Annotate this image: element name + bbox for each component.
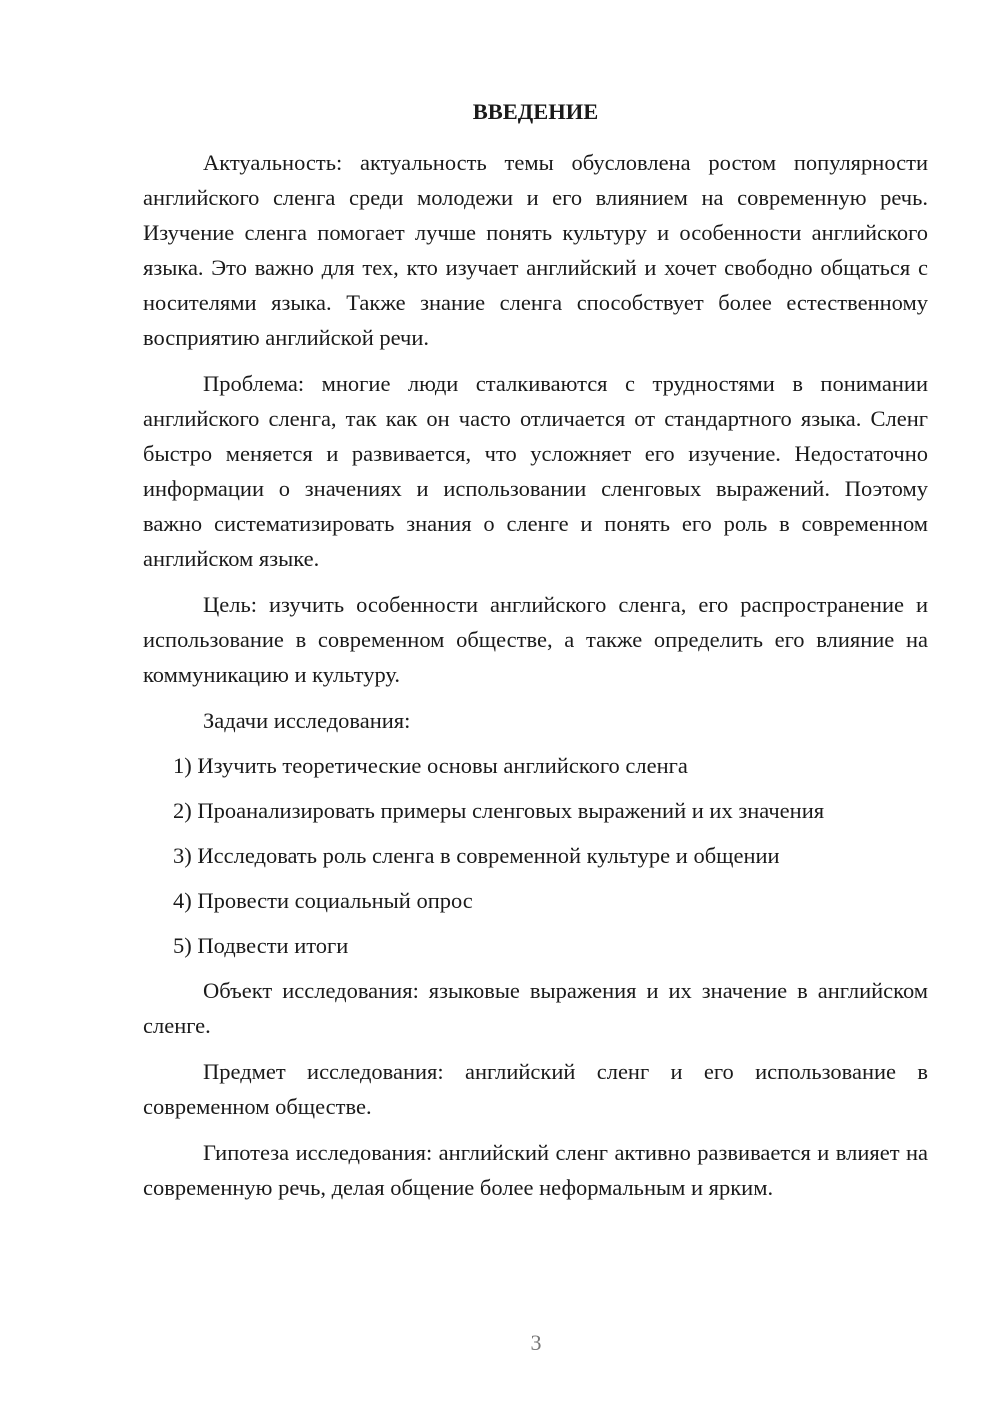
list-item: 1) Изучить теоретические основы английского сленга xyxy=(173,753,688,778)
tasks-list xyxy=(143,748,928,963)
list-item: 4) Провести социальный опрос xyxy=(173,888,473,913)
paragraph-goal: Цель: изучить особенности английского сленга, его распространение и использование в современном обществе, а также определить его влияние на коммуникацию и культуру. xyxy=(143,592,928,687)
paragraph-hypothesis: Гипотеза исследования: английский сленг активно развивается и влияет на современную речь, делая общение более неформальным и ярким. xyxy=(143,1140,928,1200)
tasks-heading: Задачи исследования: xyxy=(203,708,411,733)
page-number: 3 xyxy=(530,1330,542,1355)
list-item: 5) Подвести итоги xyxy=(173,933,349,958)
paragraph-relevance: Актуальность: актуальность темы обусловлена ростом популярности английского сленга среди молодежи и его влиянием на современную речь. Изучение сленга помогает лучше понять культуру и особенности английского языка. Это важно для тех, кто изучает английский и хочет свободно общаться с носителями языка. Также знание сленга способствует более естественному восприятию английской речи. xyxy=(143,150,928,350)
list-item: 2) Проанализировать примеры сленговых выражений и их значения xyxy=(173,798,825,823)
list-item: 3) Исследовать роль сленга в современной культуре и общении xyxy=(173,843,780,868)
section-title: ВВЕДЕНИЕ xyxy=(472,99,599,124)
paragraph-problem: Проблема: многие люди сталкиваются с трудностями в понимании английского сленга, так как он часто отличается от стандартного языка. Сленг быстро меняется и развивается, что усложняет его изучение. Недостаточно информации о значениях и использовании сленговых выражений. Поэтому важно систематизировать знания о сленге и понять его роль в современном английском языке. xyxy=(143,371,928,571)
paragraph-object: Объект исследования: языковые выражения и их значение в английском сленге. xyxy=(143,978,928,1038)
document-page xyxy=(143,94,928,1216)
paragraph-subject: Предмет исследования: английский сленг и его использование в современном обществе. xyxy=(143,1059,928,1119)
